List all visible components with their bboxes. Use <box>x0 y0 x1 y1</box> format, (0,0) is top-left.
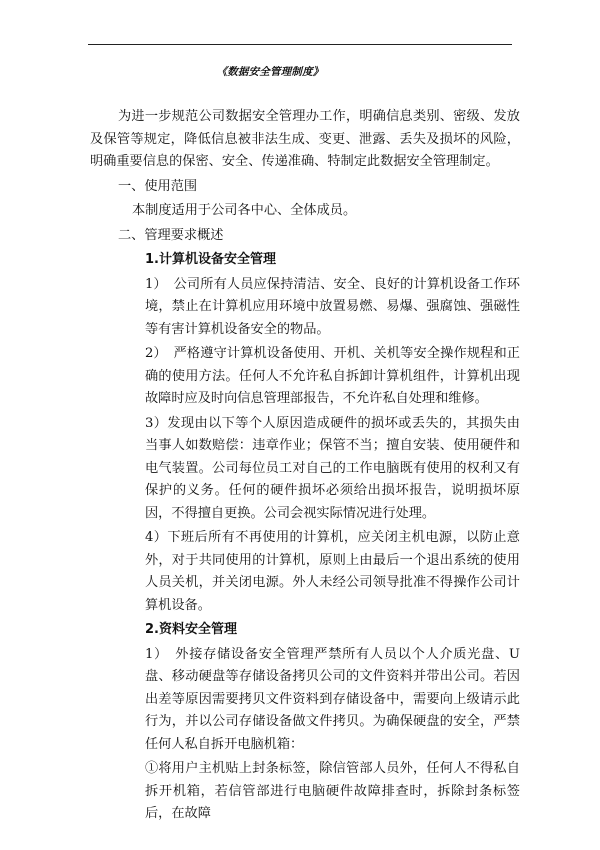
subsection-1-heading: 1.计算机设备安全管理 <box>145 252 276 267</box>
subsection-2-item: 1） 外接存储设备安全管理严禁所有人员以个人介质光盘、U盘、移动硬盘等存储设备拷贝公司的文件资料并带出公司。若因出差等原因需要拷贝文件资料到存储设备中，需要向上级请示此行为，并以公司存储设备做文件拷贝。为确保硬盘的安全，严禁任何人私自拆开电脑机箱： <box>145 646 520 752</box>
subsection-2-heading: 2.资料安全管理 <box>145 622 237 637</box>
subsection-2-item: ①将用户主机贴上封条标签，除信管部人员外，任何人不得私自拆开机箱，若信管部进行电脑硬件故障排查时，拆除封条标签后，在故障 <box>145 761 520 821</box>
subsection-1-item: 1） 公司所有人员应保持清洁、安全、良好的计算机设备工作环境，禁止在计算机应用环境中放置易燃、易爆、强腐蚀、强磁性等有害计算机设备安全的物品。 <box>145 276 520 337</box>
section-1-heading: 一、使用范围 <box>118 178 198 194</box>
intro-paragraph: 为进一步规范公司数据安全管理办工作，明确信息类别、密级、发放及保管等规定，降低信息被非法生成、变更、泄露、丢失及损坏的风险，明确重要信息的保密、安全、传递准确、特制定此数据安全管理制定。 <box>90 109 520 169</box>
subsection-1-item: 2） 严格遵守计算机设备使用、开机、关机等安全操作规程和正确的使用方法。任何人不允许私自拆卸计算机组件，计算机出现故障时应及时向信息管理部报告，不允许私自处理和维修。 <box>145 346 520 406</box>
section-1-text: 本制度适用于公司各中心、全体成员。 <box>132 203 357 218</box>
section-2-heading: 二、管理要求概述 <box>118 227 224 243</box>
header-rule <box>88 44 512 45</box>
subsection-1-item: 4）下班后所有不再使用的计算机，应关闭主机电源，以防止意外，对于共同使用的计算机，原则上由最后一个退出系统的使用人员关机，并关闭电源。外人未经公司领导批准不得操作公司计算机设备。 <box>145 530 520 613</box>
document-body <box>90 100 520 828</box>
subsection-1-item: 3）发现由以下等个人原因造成硬件的损坏或丢失的，其损失由当事人如数赔偿：违章作业；保管不当；擅自安装、使用硬件和电气装置。公司每位员工对自己的工作电脑既有使用的权利又有保护的义务。任何的硬件损坏必须给出损坏报告，说明损坏原因，不得擅自更换。公司会视实际情况进行处理。 <box>145 415 520 521</box>
document-title: 《数据安全管理制度》 <box>216 66 324 78</box>
